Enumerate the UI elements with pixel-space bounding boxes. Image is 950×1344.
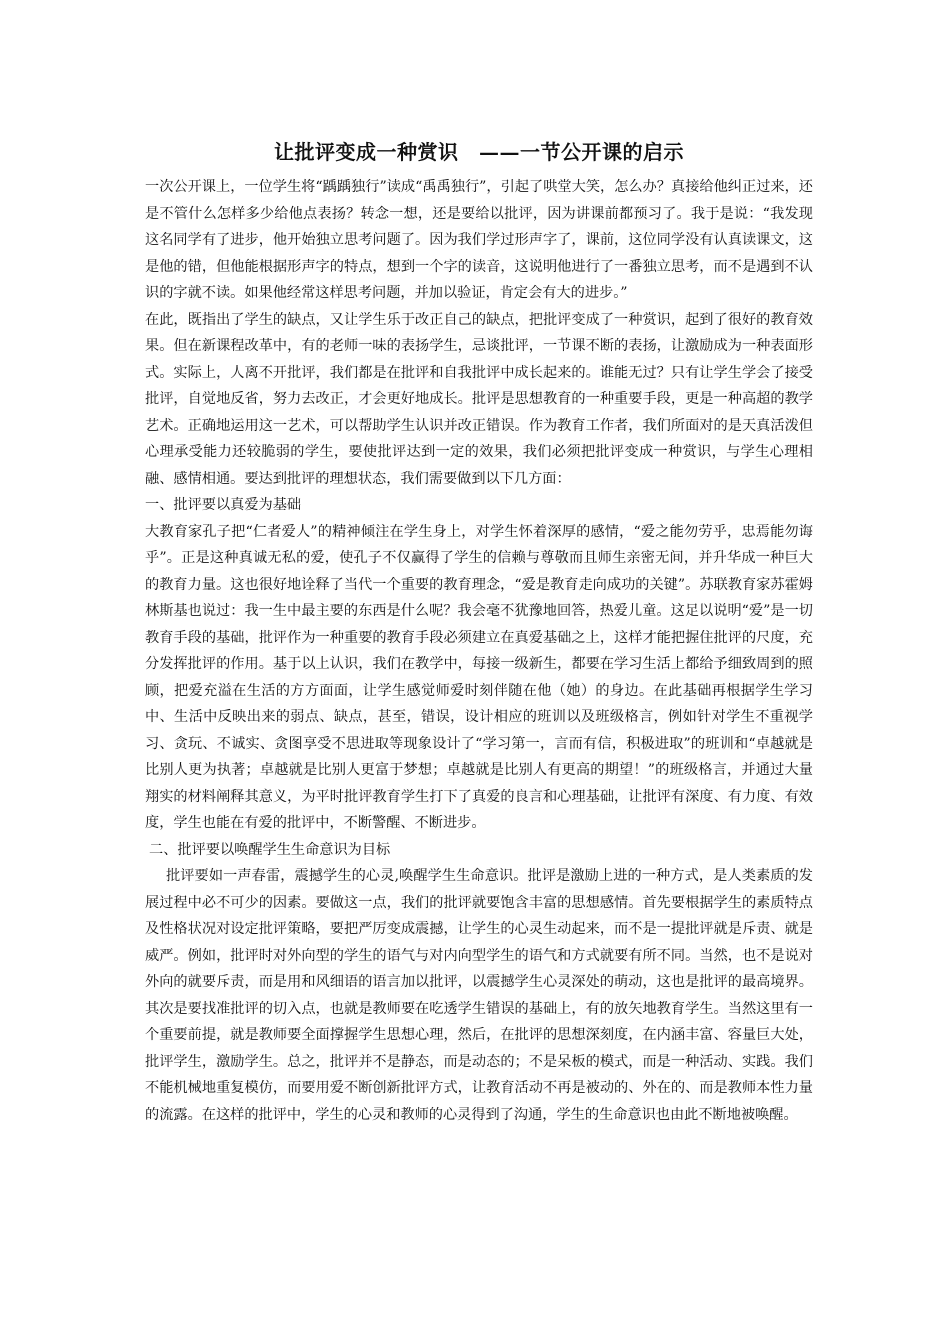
section-heading-1: 一、批评要以真爱为基础: [145, 497, 302, 513]
paragraph-intro: 一次公开课上，一位学生将“踽踽独行”读成“禹禹独行”，引起了哄堂大笑，怎么办？真接给他纠正过来，还是不管什么怎样多少给他点表扬？转念一想，还是要给以批评，因为讲课前都预习了。我于是说：“我发现这名同学有了进步，他开始独立思考问题了。因为我们学过形声字了，课前，这位同学没有认真读课文，这是他的错，但他能根据形声字的特点，想到一个字的读音，这说明他进行了一番独立思考，而不是遇到不认识的字就不读。如果他经常这样思考问题，并加以验证，肯定会有大的进步。”: [145, 179, 813, 301]
paragraph-section-1: 大教育家孔子把“仁者爱人”的精神倾注在学生身上，对学生怀着深厚的感情，“爱之能勿劳乎，忠焉能勿诲乎”。正是这种真诚无私的爱，使孔子不仅赢得了学生的信赖与尊敬而且师生亲密无间，并升华成一种巨大的教育力量。这也很好地诠释了当代一个重要的教育理念，“爱是教育走向成功的关键”。苏联教育家苏霍姆林斯基也说过：我一生中最主要的东西是什么呢？我会毫不犹豫地回答，热爱儿童。这足以说明“爱”是一切教育手段的基础，批评作为一种重要的教育手段必须建立在真爱基础之上，这样才能把握住批评的尺度，充分发挥批评的作用。基于以上认识，我们在教学中，每接一级新生，都要在学习生活上都给予细致周到的照顾，把爱充溢在生活的方方面面，让学生感觉师爱时刻伴随在他（她）的身边。在此基础再根据学生学习中、生活中反映出来的弱点、缺点，甚至，错误，设计相应的班训以及班级格言，例如针对学生不重视学习、贪玩、不诚实、贪图享受不思进取等现象设计了“学习第一，言而有信，积极进取”的班训和“卓越就是比别人更为执著；卓越就是比别人更富于梦想；卓越就是比别人有更高的期望！”的班级格言，并通过大量翔实的材料阐释其意义，为平时批评教育学生打下了真爱的良言和心理基础，让批评有深度、有力度、有效度，学生也能在有爱的批评中，不断警醒、不断进步。: [145, 523, 813, 831]
paragraph-section-2: 批评要如一声春雷，震撼学生的心灵,唤醒学生生命意识。批评是激励上进的一种方式，是人类素质的发展过程中必不可少的因素。要做这一点，我们的批评就要饱含丰富的思想感情。首先要根据学生的素质特点及性格状况对设定批评策略，要把严厉变成震撼，让学生的心灵生动起来，而不是一提批评就是斥责、就是威严。例如，批评时对外向型的学生的语气与对内向型学生的语气和方式就要有所不同。当然，也不是说对外向的就要斥责，而是用和风细语的语言加以批评，以震撼学生心灵深处的萌动，这也是批评的最高境界。其次是要找准批评的切入点，也就是教师要在吃透学生错误的基础上，有的放矢地教育学生。当然这里有一个重要前提，就是教师要全面撑握学生思想心理，然后，在批评的思想深刻度，在内涵丰富、容量巨大处，批评学生，激励学生。总之，批评并不是静态，而是动态的；不是呆板的模式，而是一种活动、实践。我们不能机械地重复模仿，而要用爱不断创新批评方式，让教育活动不再是被动的、外在的、而是教师本性力量的流露。在这样的批评中，学生的心灵和教师的心灵得到了沟通，学生的生命意识也由此不断地被唤醒。: [145, 868, 813, 1123]
document-title: 让批评变成一种赏识 ——一节公开课的启示: [274, 140, 684, 164]
document-page: [145, 136, 813, 1128]
section-heading-2: 二、批评要以唤醒学生生命意识为目标: [149, 841, 391, 858]
paragraph-analysis: 在此，既指出了学生的缺点，又让学生乐于改正自己的缺点，把批评变成了一种赏识，起到了很好的教育效果。但在新课程改革中，有的老师一味的表扬学生，忌谈批评，一节课不断的表扬，让激励成为一种表面形式。实际上，人离不开批评，我们都是在批评和自我批评中成长起来的。谁能无过？只有让学生学会了接受批评，自觉地反省，努力去改正，才会更好地成长。批评是思想教育的一种重要手段，更是一种高超的教学艺术。正确地运用这一艺术，可以帮助学生认识并改正错误。作为教育工作者，我们所面对的是天真活泼但心理承受能力还较脆弱的学生，要使批评达到一定的效果，我们必须把批评变成一种赏识，与学生心理相融、感情相通。要达到批评的理想状态，我们需要做到以下几方面：: [145, 311, 813, 487]
